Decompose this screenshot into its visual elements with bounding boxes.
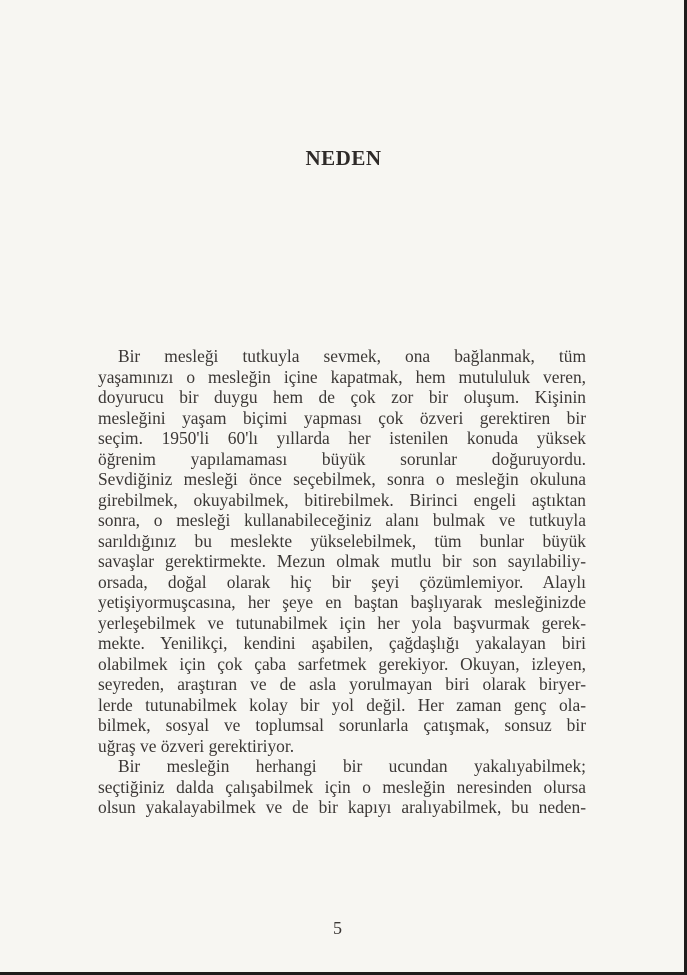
- text-line: Sevdiğiniz mesleği önce seçebilmek, sonra o mesleğin okuluna: [98, 469, 586, 489]
- text-line: orsada, doğal olarak hiç bir şeyi çözümlemiyor. Alaylı: [98, 571, 586, 592]
- text-line: seçtiğiniz dalda çalışabilmek için o mesleğin neresinden olursa: [98, 776, 586, 797]
- text-line: mekte. Yenilikçi, kendini aşabilen, çağdaşlığı yakalayan biri: [98, 633, 586, 653]
- page-number: 5: [333, 918, 342, 938]
- text-line: seyreden, araştıran ve de asla yorulmayan biri olarak biryer-: [98, 674, 586, 694]
- text-line: yerleşebilmek ve tutunabilmek için her yola başvurmak gerek-: [98, 612, 586, 633]
- text-line: Bir mesleği tutkuyla sevmek, ona bağlanmak, tüm: [118, 346, 586, 366]
- text-line: sonra, o mesleği kullanabileceğiniz alanı bulmak ve tutkuyla: [98, 510, 586, 530]
- text-line: seçim. 1950'li 60'lı yıllarda her istenilen konuda yüksek: [98, 428, 586, 448]
- text-line: lerde tutunabilmek kolay bir yol değil. Her zaman genç ola-: [98, 694, 586, 715]
- text-line: yaşamınızı o mesleğin içine kapatmak, hem mutululuk veren,: [98, 366, 586, 387]
- paragraph-1: [98, 346, 586, 756]
- body-text: [98, 346, 586, 818]
- paragraph-2: [98, 756, 586, 818]
- text-line: mesleğini yaşam biçimi yapması çok özveri gerektiren bir: [98, 407, 586, 428]
- text-line: öğrenim yapılamaması büyük sorunlar doğuruyordu.: [98, 448, 586, 469]
- text-line: sarıldığınız bu meslekte yükselebilmek, tüm bunlar büyük: [98, 530, 586, 551]
- page-title: NEDEN: [305, 146, 382, 170]
- text-line: olabilmek için çok çaba sarfetmek gerekiyor. Okuyan, izleyen,: [98, 653, 586, 674]
- text-line: yetişiyormuşcasına, her şeye en baştan başlıyarak mesleğinizde: [98, 592, 586, 612]
- text-line: uğraş ve özveri gerektiriyor.: [98, 735, 295, 756]
- text-line: olsun yakalayabilmek ve de bir kapıyı aralıyabilmek, bu neden-: [98, 797, 586, 817]
- text-line: Bir mesleğin herhangi bir ucundan yakalıyabilmek;: [118, 756, 586, 776]
- text-line: bilmek, sosyal ve toplumsal sorunlarla çatışmak, sonsuz bir: [98, 715, 586, 735]
- text-line: doyurucu bir duygu hem de çok zor bir oluşum. Kişinin: [98, 387, 586, 407]
- text-line: savaşlar gerektirmekte. Mezun olmak mutlu bir son sayılabiliy-: [98, 551, 586, 571]
- text-line: girebilmek, okuyabilmek, bitirebilmek. Birinci engeli aştıktan: [98, 489, 586, 510]
